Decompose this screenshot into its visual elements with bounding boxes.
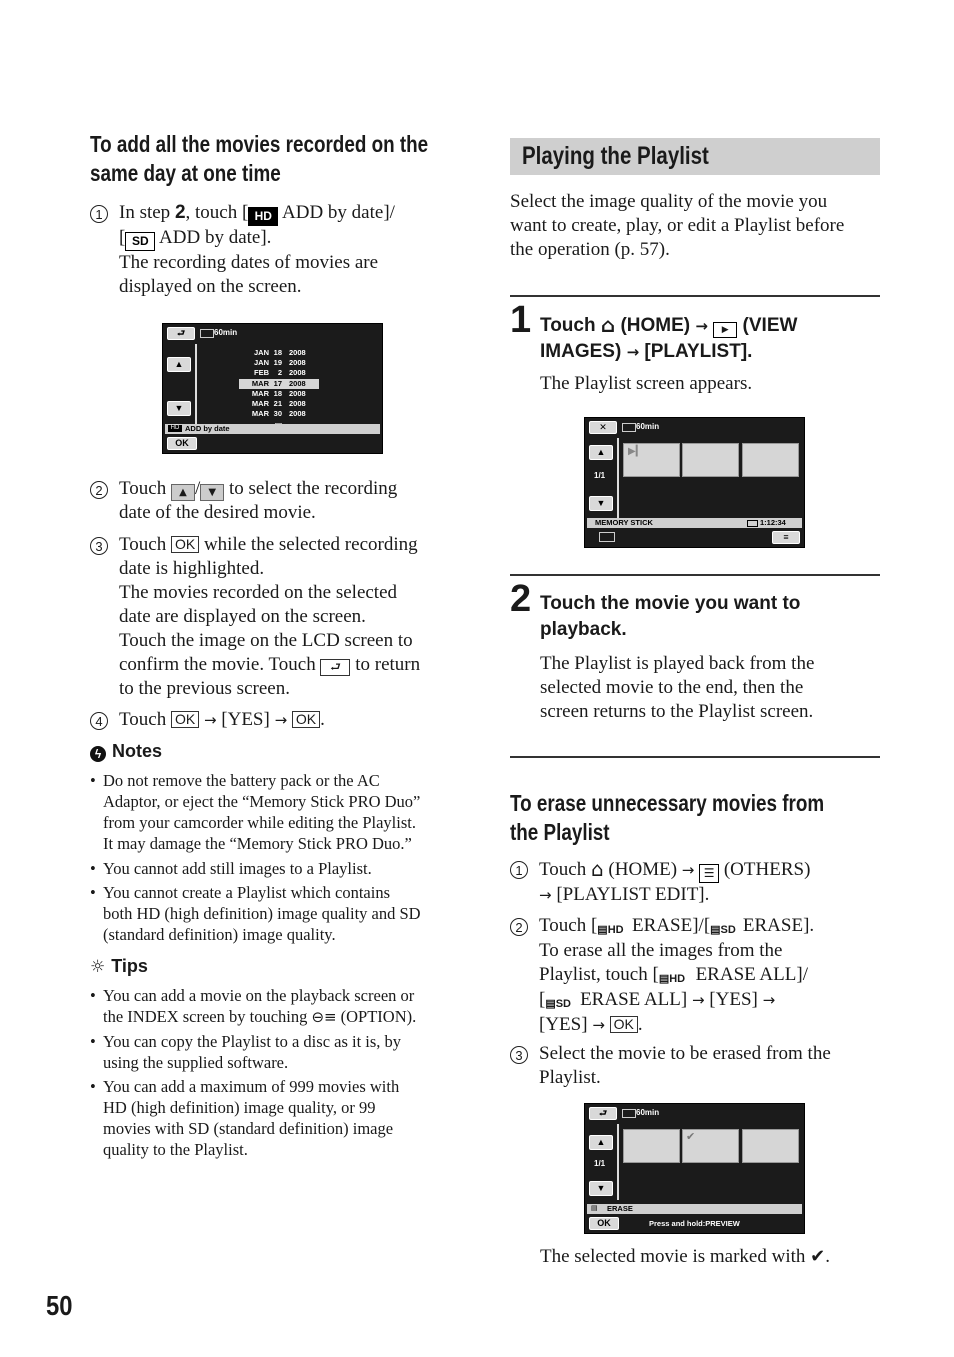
- divider: [510, 756, 880, 758]
- hd-add-icon: HD: [248, 207, 278, 226]
- step-2-select-date: 2 Touch ▲ / ▼ to select the recording date of the desired movie.: [90, 477, 460, 527]
- ok-button[interactable]: OK: [167, 437, 197, 450]
- sd-quality-icon: [599, 532, 615, 542]
- playlist-thumbnail[interactable]: [682, 1129, 739, 1163]
- note-item: • Do not remove the battery pack or the AC Adaptor, or eject the “Memory Stick PRO Duo” from your camcorder while editing the Playlist. It may damage the “Memory Stick PRO Duo.”: [90, 771, 421, 853]
- scroll-up-button[interactable]: ▲: [167, 357, 191, 372]
- arrow-right-icon: →: [695, 317, 708, 335]
- lcd-screen-playlist: ✕ 60min ▲ 1/1 ▼ ▶▎ MEMORY STICK 1:12:34 ≡: [584, 417, 805, 548]
- arrow-right-icon: →: [539, 886, 552, 904]
- date-mon: MAR: [251, 399, 269, 408]
- note-item: • You cannot create a Playlist which contains both HD (high definition) image quality and SD (standard definition) image quality.: [90, 883, 421, 944]
- hd-erase-all-icon: ▤HD: [658, 973, 686, 985]
- step-number-2: 2: [510, 578, 532, 620]
- bullet: •: [90, 986, 96, 1005]
- arrow-right-icon: →: [681, 861, 695, 879]
- ok-button[interactable]: OK: [589, 1217, 619, 1230]
- scroll-down-button[interactable]: ▼: [589, 496, 613, 511]
- notes-icon: ϟ: [90, 746, 106, 762]
- section-title: Playing the Playlist: [522, 142, 709, 170]
- bullet: •: [90, 1077, 96, 1096]
- arrow-right-icon: →: [691, 991, 705, 1009]
- erase-step-3: 3 Select the movie to be erased from the Playlist.: [510, 1042, 882, 1092]
- lightbulb-icon: ☼: [90, 957, 106, 977]
- checkmark-icon: ✔: [810, 1246, 826, 1267]
- view-images-icon: ▶: [713, 322, 737, 338]
- close-button[interactable]: ✕: [589, 421, 617, 434]
- date-mon: MAR: [251, 409, 269, 419]
- arrow-right-icon: →: [274, 711, 288, 729]
- tip-item: • You can copy the Playlist to a disc as it is, by using the supplied software.: [90, 1031, 402, 1072]
- hd-erase-icon: ▤HD: [597, 924, 624, 936]
- step-4-confirm-yes: 4 Touch OK → [YES] → OK .: [90, 708, 460, 734]
- return-button[interactable]: ⮐: [589, 1107, 617, 1120]
- step-2-description: The Playlist is played back from the selected movie to the end, then the screen returns to the Playlist screen.: [540, 653, 815, 722]
- option-icon: ⊖≡: [311, 1008, 337, 1026]
- scroll-up-button[interactable]: ▲: [589, 445, 613, 460]
- arrow-right-icon: →: [203, 711, 217, 729]
- date-year: 2008: [289, 409, 306, 419]
- ok-icon: OK: [292, 711, 320, 728]
- scroll-up-button[interactable]: ▲: [589, 1135, 613, 1150]
- step-number-1: 1: [510, 299, 532, 341]
- step-3-confirm-date: 3 Touch OK while the selected recording date is highlighted. The movies recorded on the selected date are displayed on the screen. Touch the image on the LCD screen to confirm the movie. Touch ⮐ to return to the previous screen.: [90, 533, 460, 703]
- date-mon: MAR: [251, 388, 269, 398]
- sd-erase-icon: ▤SD: [710, 924, 736, 936]
- ok-icon: OK: [171, 711, 199, 728]
- lcd-screen-add-by-date: ⮐ 60min ▲ ▼ JAN 18 2008 JAN 19 2008 FEB 2 2008 MAR 17 2008 MAR 18 2008 MAR 21 2008 MAR 30 2008 HD ADD by date OK: [162, 323, 383, 454]
- date-year: 2008: [289, 358, 306, 368]
- others-icon: ☰: [699, 864, 719, 883]
- date-mon: JAN: [253, 358, 269, 368]
- down-button-icon: ▼: [200, 484, 224, 501]
- home-icon: ⌂: [600, 313, 616, 337]
- playlist-thumbnail[interactable]: [623, 1129, 680, 1163]
- date-year: 2008: [289, 368, 306, 378]
- date-day: 19: [273, 358, 282, 368]
- bullet: •: [90, 771, 96, 790]
- playlist-thumbnail[interactable]: ▶▎: [623, 443, 680, 477]
- step-2-instruction: Touch the movie you want to playback.: [540, 593, 801, 640]
- tip-item: • You can add a movie on the playback screen or the INDEX screen by touching ⊖≡ (OPTION).: [90, 986, 417, 1026]
- section-heading-erase: To erase unnecessary movies from the Playlist: [510, 790, 825, 845]
- date-day: 17: [273, 378, 282, 388]
- date-day: 18: [273, 388, 282, 398]
- footer-note: The selected movie is marked with ✔.: [540, 1246, 830, 1267]
- date-list-item[interactable]: [239, 409, 319, 419]
- divider: [510, 295, 880, 297]
- date-list-item[interactable]: [239, 368, 319, 378]
- bullet: •: [90, 1031, 96, 1051]
- intro-paragraph: Select the image quality of the movie you want to create, play, or edit a Playlist before the operation (p. 57).: [510, 191, 845, 260]
- playlist-thumbnail[interactable]: [682, 443, 739, 477]
- tip-item: • You can add a maximum of 999 movies with HD (high definition) image quality, or 99 movies with SD (standard definition) image quality to the Playlist.: [90, 1077, 400, 1159]
- home-icon: ⌂: [590, 857, 604, 881]
- battery-icon: [200, 329, 214, 338]
- date-year: 2008: [289, 348, 306, 357]
- date-list-item[interactable]: [239, 389, 319, 399]
- bullet: •: [90, 858, 96, 878]
- notes-title: ϟ Notes: [90, 741, 162, 762]
- date-year: 2008: [289, 399, 306, 408]
- arrow-right-icon: →: [592, 1016, 605, 1034]
- lcd-screen-erase: ⮐ 60min ▲ 1/1 ▼ ✔ ▤ ERASE OK Press and hold:PREVIEW: [584, 1103, 805, 1234]
- date-mon: FEB: [254, 368, 269, 378]
- date-day: 21: [273, 399, 282, 408]
- status-bar: MEMORY STICK 1:12:34: [587, 518, 802, 528]
- option-button[interactable]: ≡: [772, 531, 800, 544]
- return-button[interactable]: ⮐: [167, 327, 195, 340]
- playlist-thumbnail[interactable]: [742, 1129, 799, 1163]
- date-list-item[interactable]: [239, 399, 319, 409]
- scroll-down-button[interactable]: ▼: [589, 1181, 613, 1196]
- date-day: 30: [273, 409, 282, 419]
- checkmark-icon: ✔: [686, 1130, 696, 1143]
- arrow-right-icon: →: [626, 343, 640, 361]
- section-heading-add-by-date: To add all the movies recorded on the same day at one time: [90, 131, 429, 186]
- sd-add-icon: SD: [125, 232, 155, 251]
- date-day: 2: [277, 368, 282, 378]
- date-mon: MAR: [251, 378, 269, 388]
- notes-list: [90, 770, 460, 950]
- add-by-date-bar: HD ADD by date: [165, 424, 380, 434]
- ok-icon: OK: [610, 1016, 638, 1033]
- date-list-item[interactable]: [239, 348, 319, 358]
- tips-title: ☼ Tips: [90, 956, 148, 977]
- page-number: 50: [46, 1290, 73, 1321]
- step-1-instruction: Touch ⌂ (HOME) → ▶ (VIEW IMAGES) → [PLAYLIST].: [540, 313, 798, 362]
- divider: [510, 574, 880, 576]
- playlist-thumbnail[interactable]: [742, 443, 799, 477]
- date-list-item[interactable]: [239, 379, 319, 389]
- scroll-down-button[interactable]: ▼: [167, 401, 191, 416]
- note-item: • You cannot add still images to a Playlist.: [90, 858, 372, 878]
- film-icon: [747, 520, 758, 527]
- section-title-bar: [510, 138, 880, 175]
- scrollbar[interactable]: [617, 1124, 619, 1200]
- sd-erase-all-icon: ▤SD: [545, 998, 572, 1010]
- return-icon: ⮐: [320, 659, 350, 676]
- date-year: 2008: [289, 388, 306, 398]
- erase-icon: ▤: [591, 1205, 598, 1212]
- arrow-right-icon: →: [762, 991, 776, 1009]
- step-1-add-by-date: 1 In step 2, touch [ HD ADD by date]/ [ SD ADD by date]. The recording dates of movies are displayed on the screen.: [90, 201, 460, 301]
- bullet: •: [90, 883, 96, 902]
- step-1-description: The Playlist screen appears.: [540, 373, 753, 394]
- scrollbar[interactable]: [617, 438, 619, 518]
- ok-icon: OK: [171, 536, 199, 553]
- date-year: 2008: [289, 378, 306, 388]
- erase-step-1: 1 Touch ⌂ (HOME) → ☰ (OTHERS) → [PLAYLIST EDIT].: [510, 857, 882, 907]
- scrollbar[interactable]: [195, 344, 197, 424]
- date-list-item[interactable]: [239, 358, 319, 368]
- date-mon: JAN: [253, 348, 269, 357]
- tips-list: [90, 985, 460, 1165]
- erase-bar: ▤ ERASE: [587, 1204, 802, 1214]
- erase-step-2: 2 Touch [▤HD ERASE]/[▤SD ERASE]. To erase all the images from the Playlist, touch [▤HD ERASE ALL]/ [▤SD ERASE ALL] → [YES] → [YES] → OK .: [510, 914, 882, 1039]
- battery-icon: [622, 423, 636, 432]
- date-day: 18: [273, 348, 282, 357]
- battery-icon: [622, 1109, 636, 1118]
- up-button-icon: ▲: [171, 484, 195, 501]
